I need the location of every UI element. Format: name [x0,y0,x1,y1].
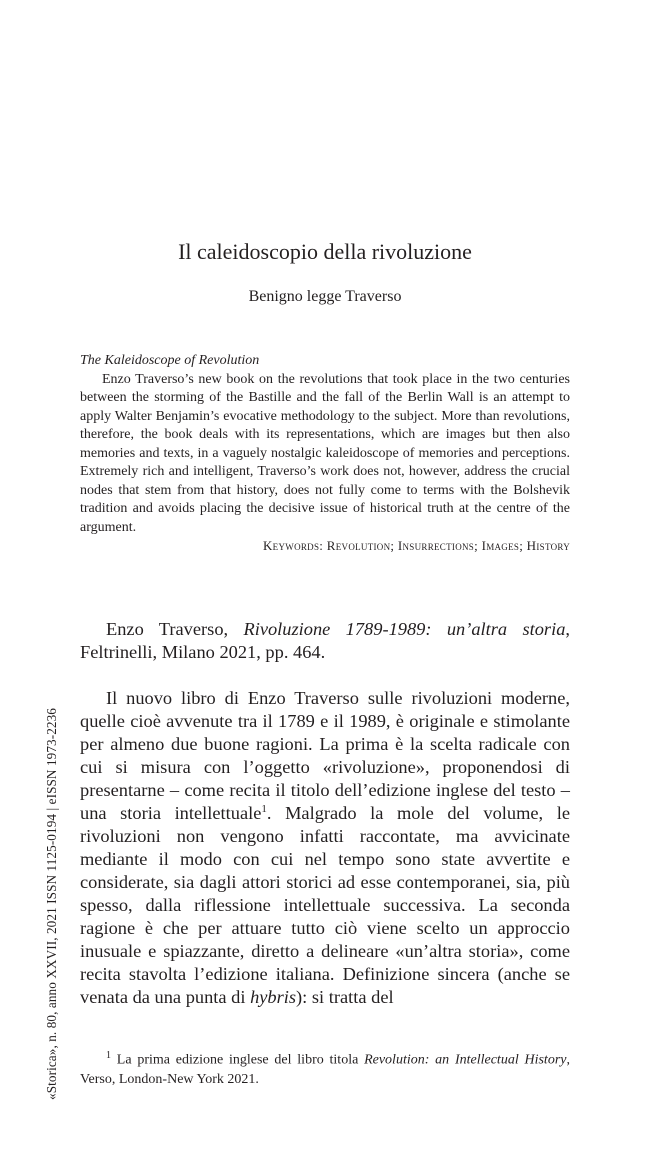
abstract-body: Enzo Traverso’s new book on the revolutions that took place in the two centuries between the storming of the Bastille and the fall of the Berlin Wall is an attempt to apply Walter Benjamin’s evocative methodology to the subject. More than revolutions, therefore, the book deals with its representations, which are images but then also memories and texts, in a vaguely nostalgic kaleidoscope of memories and perceptions. Extremely rich and intelligent, Traverso’s work does not, however, address the crucial nodes that stem from that history, does not fully come to terms with the Bolshevik tradition and avoids placing the decisive issue of historical truth at the centre of the argument. [80,371,570,535]
footnote [80,1046,570,1089]
body-text-3: ): si tratta del [296,987,394,1007]
body-text-2: . Malgrado la mole del volume, le rivoluzioni non vengono infatti raccontate, ma avvicinate mediante il modo con cui nel tempo sono state avvertite e considerate, sia dagli attori storici ad esse contemporanei, sia, più spesso, dalla riflessione intellettuale successiva. La seconda ragione è che per attuare tutto ciò viene scelto un approccio inusuale e spiazzante, diretto a delineare «un’altra storia», come recita stavolta l’edizione italiana. Definizione sincera (anche se venata da una punta di [80,803,570,1007]
article-subtitle: Benigno legge Traverso [248,288,402,305]
body-text-1: Il nuovo libro di Enzo Traverso sulle rivoluzioni moderne, quelle cioè avvenute tra il 1789 e il 1989, è originale e stimolante per almeno due buone ragioni. La prima è la scelta radicale con cui si misura con l’oggetto «rivoluzione», proponendosi di presentarne – come recita il titolo dell’edizione inglese del testo – una storia intellettuale [80,688,570,823]
abstract-title: The Kaleidoscope of Revolution [80,353,260,368]
article-title: Il caleidoscopio della rivoluzione [178,239,472,264]
body-italic-word: hybris [250,987,297,1007]
reference-details: , Feltrinelli, Milano 2021, pp. 464. [80,619,570,662]
keywords-label: Keywords: [262,538,324,553]
reference-author: Enzo Traverso, [106,619,229,639]
footnote-book-title: Revolution: an Intellectual History [364,1052,567,1068]
body-paragraph [80,687,570,1009]
footnote-text-1: La prima edizione inglese del libro titola [111,1052,365,1068]
reference-book-title: Rivoluzione 1789-1989: un’altra storia [243,619,566,639]
footnote-number: 1 [106,1050,111,1061]
keywords-line [80,537,570,556]
keywords-list: Revolution; Insurrections; Images; History [326,538,570,553]
abstract-section [80,352,570,556]
journal-citation-vertical: «Storica», n. 80, anno XXVII, 2021 ISSN 1125-0194 | eISSN 1973-2236 [44,708,59,1100]
main-text [80,618,570,1009]
footnote-text-2: , Verso, London-New York 2021. [80,1052,570,1087]
footnote-marker[interactable]: 1 [261,802,267,815]
book-reference [80,618,570,664]
